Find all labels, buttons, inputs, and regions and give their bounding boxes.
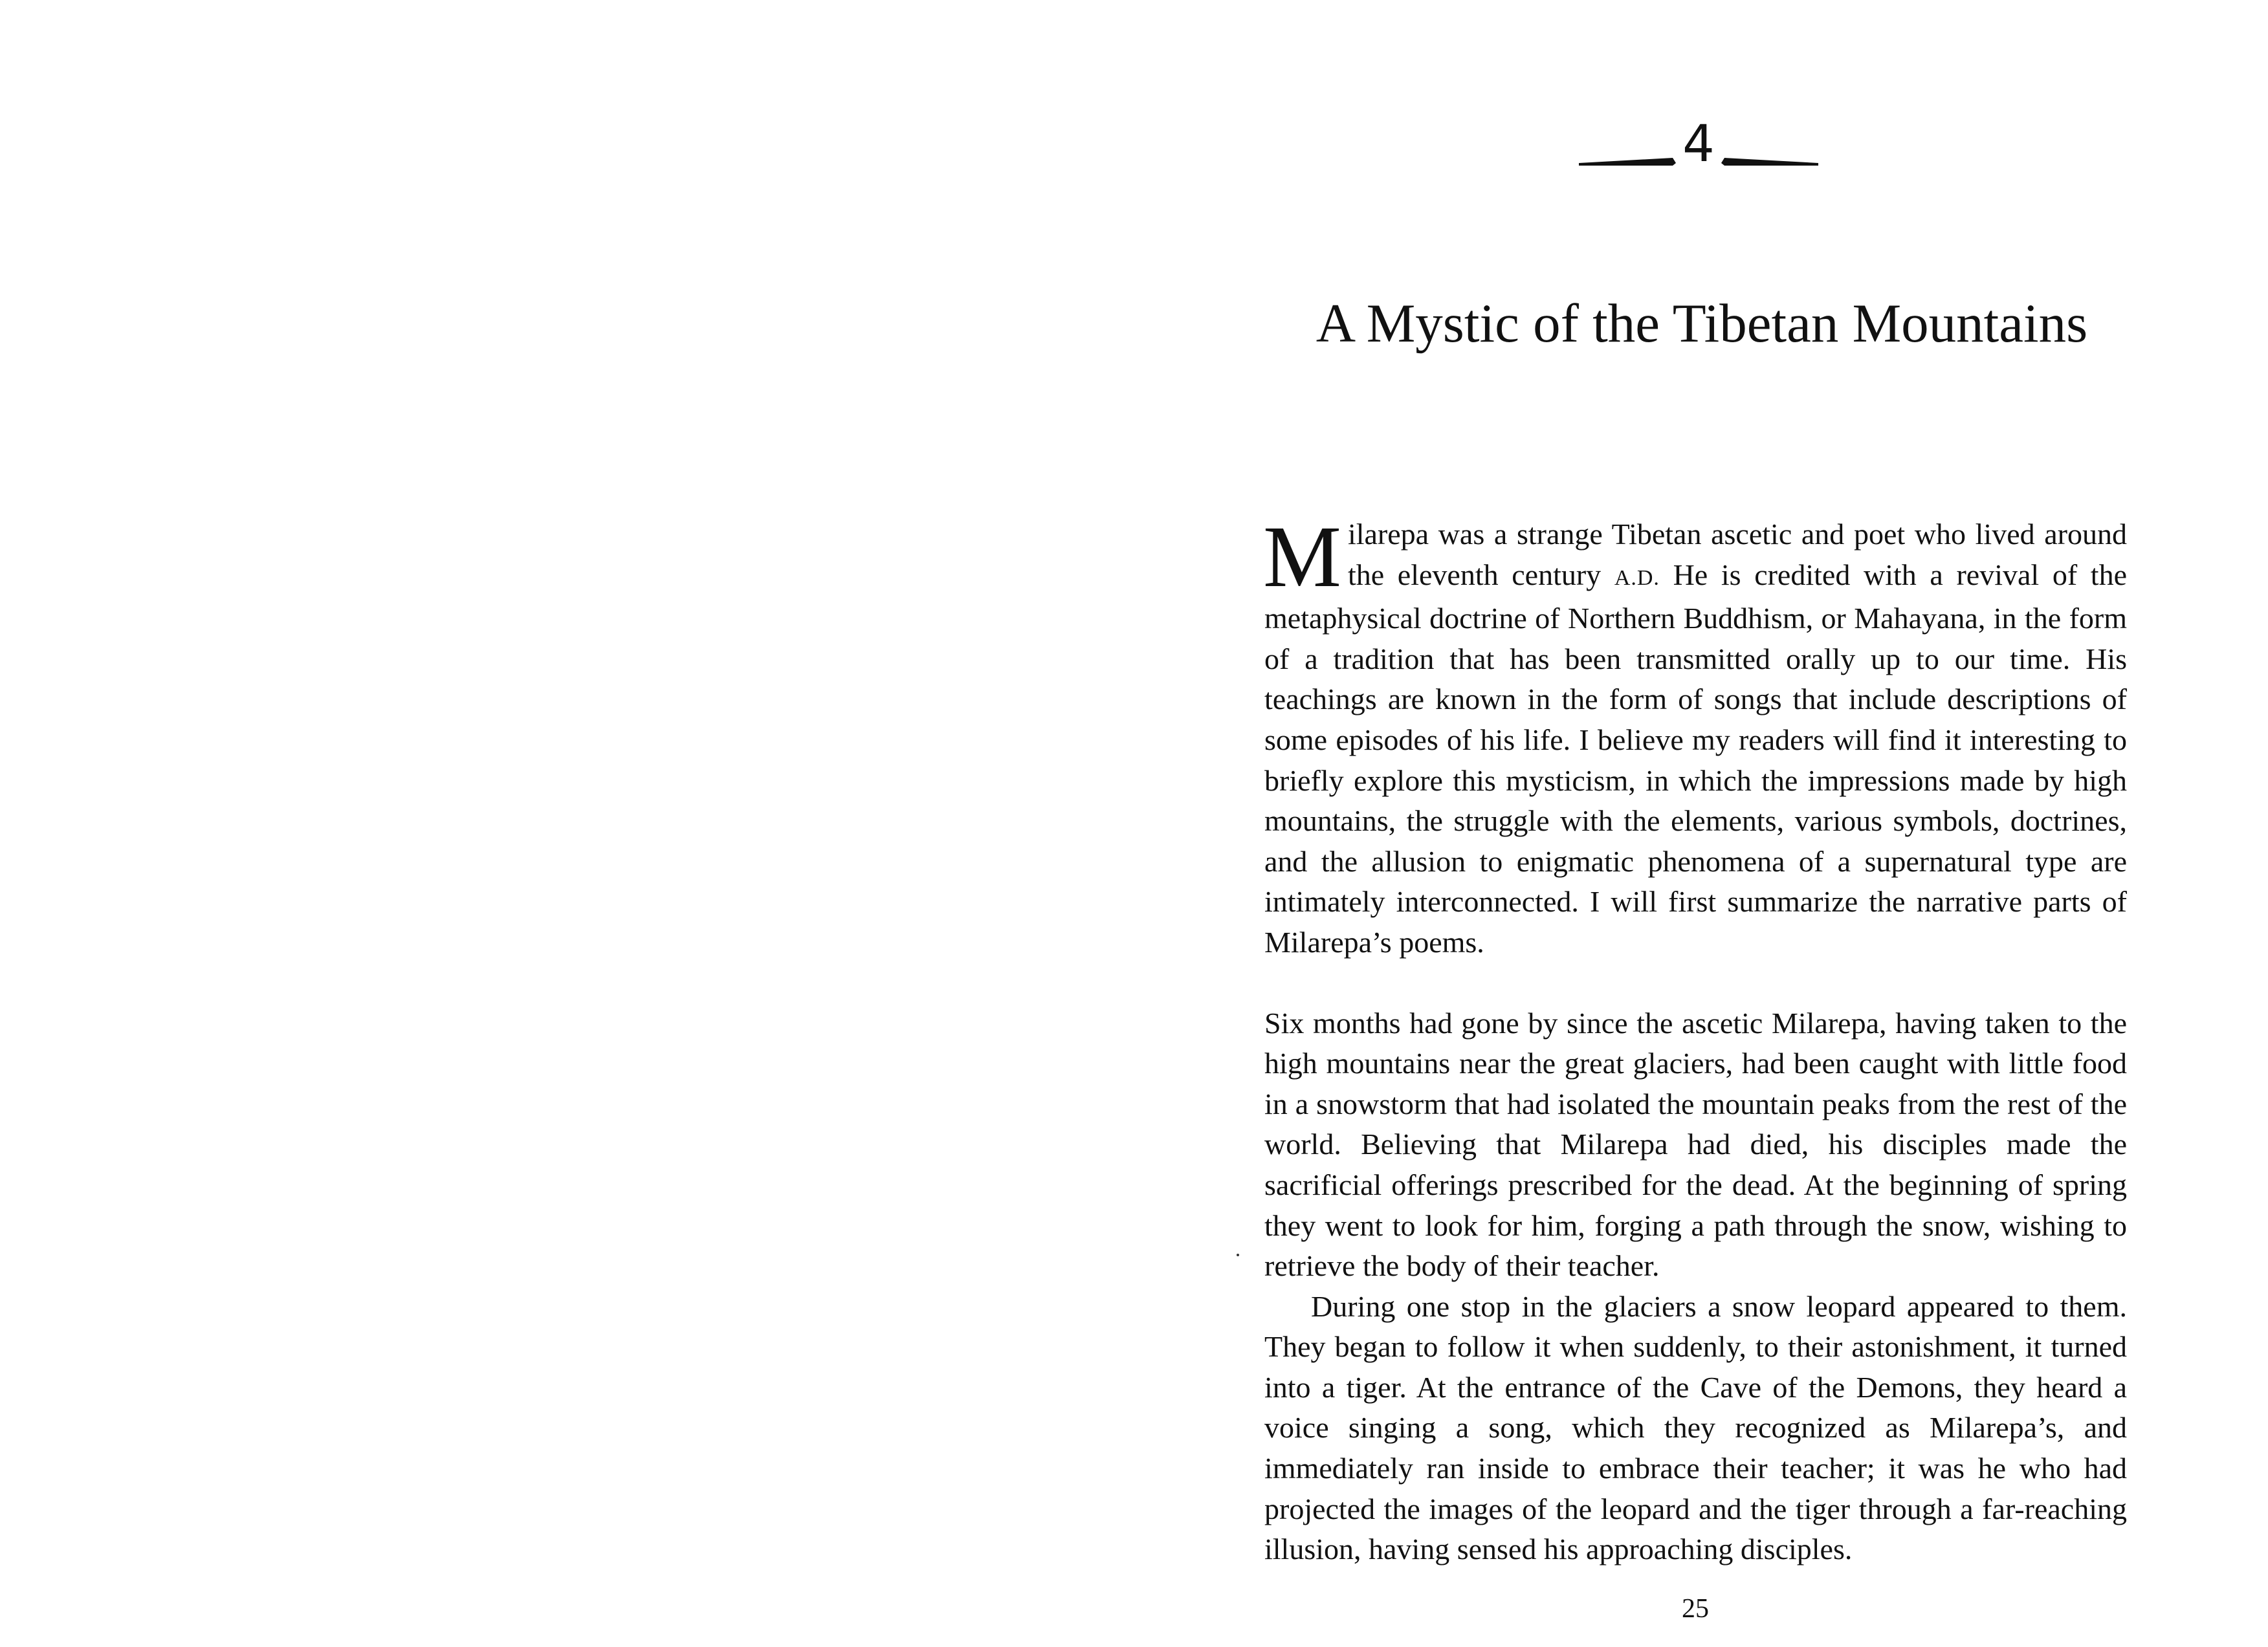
paragraph-text: ilarepa was a strange Tibetan ascetic and poet who lived around the eleventh century bbox=[1347, 518, 2127, 591]
chapter-number: 4 bbox=[1682, 115, 1715, 173]
blank-left-page bbox=[0, 0, 1132, 1647]
stray-ink-dot bbox=[1237, 1254, 1239, 1256]
era-abbreviation: A.D. bbox=[1614, 565, 1660, 590]
page-number: 25 bbox=[1682, 1594, 1709, 1624]
chapter-title: A Mystic of the Tibetan Mountains bbox=[1316, 293, 2088, 354]
paragraph-leopard: During one stop in the glaciers a snow leopard appeared to them. They began to follow it when suddenly, to their astonishment, it turned into a tiger. At the entrance of the Cave of the Demons, they heard a voice singing a song, which they recognized as Milarepa’s, and immediately ran inside to embrace their teacher; it was he who had projected the images of the leopard and the tiger through a far-reaching illusion, having sensed his approaching disciples. bbox=[1264, 1289, 2127, 1566]
paragraph-intro bbox=[1263, 508, 2127, 963]
drop-cap: M bbox=[1263, 508, 1341, 605]
paragraph-snowstorm: Six months had gone by since the ascetic Milarepa, having taken to the high mountains near the great glaciers, had been caught with little food in a snowstorm that had isolated the mountain peaks from the rest of the world. Believing that Milarepa had died, his disciples made the sacrificial offerings prescribed for the dead. At the beginning of spring they went to look for him, forging a path through the snow, wishing to retrieve the body of their teacher. bbox=[1264, 1006, 2127, 1283]
chapter-body bbox=[1263, 508, 2127, 1570]
paragraph-text: He is credited with a revival of the metaphysical doctrine of Northern Buddhism, or Mahayana, in the form of a tradition that has been transmitted orally up to our time. His teachings are known in the form of songs that include descriptions of some episodes of his life. I believe my readers will find it interesting to briefly explore this mysticism, in which the impressions made by high mountains, the struggle with the elements, various symbols, doctrines, and the allusion to enigmatic phenomena of a supernatural type are intimately interconnected. I will first summarize the narrative parts of Milarepa’s poems. bbox=[1264, 558, 2127, 959]
